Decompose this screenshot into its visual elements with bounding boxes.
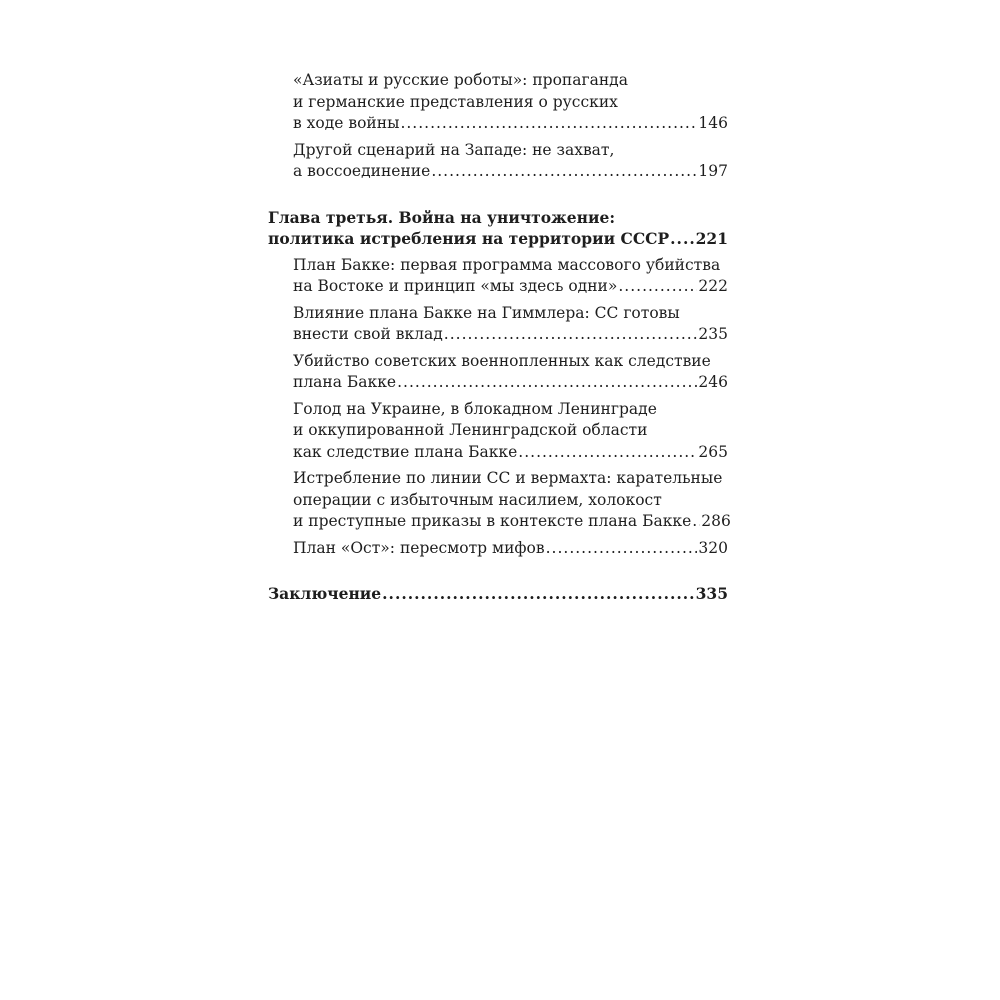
chapter-title: Заключение xyxy=(268,584,382,603)
toc-entry-plan-ost xyxy=(268,538,728,560)
dot-leader xyxy=(400,113,697,135)
toc-entry-last-line xyxy=(293,276,728,298)
toc-entry-last-line xyxy=(293,324,728,346)
toc-entry-text: План «Ост»: пересмотр мифов xyxy=(293,538,545,557)
chapter-title: Глава третья. Война на уничтожение: xyxy=(268,207,616,227)
toc-entry-himmler-influence xyxy=(268,303,728,346)
page-number: 146 xyxy=(698,114,728,132)
page-number: 221 xyxy=(695,229,728,248)
toc-entry-last-line xyxy=(293,161,728,183)
toc-entry-text: внести свой вклад xyxy=(293,325,443,343)
toc-entry-famine xyxy=(268,399,728,464)
dot-leader xyxy=(382,583,694,605)
toc-entry-text: плана Бакке xyxy=(293,373,397,391)
dot-leader xyxy=(397,372,697,394)
toc-entry-text: План Бакке: первая программа массового убийства xyxy=(293,255,721,274)
dot-leader xyxy=(444,324,698,346)
toc-entry-text: и преступные приказы в контексте плана Бакке xyxy=(293,512,692,530)
toc-entry-another-scenario-west xyxy=(268,140,728,183)
toc-entry-text: в ходе войны xyxy=(293,114,400,132)
toc-entry-extermination-ss-wehrmacht xyxy=(268,468,731,533)
toc-entry-text: «Азиаты и русские роботы»: пропаганда xyxy=(293,71,628,89)
toc-conclusion xyxy=(268,583,728,605)
dot-leader xyxy=(670,228,694,250)
toc-entry-asians-and-russian-robots xyxy=(268,70,728,135)
page-number: 235 xyxy=(698,325,728,343)
page-number: 246 xyxy=(698,373,728,391)
dot-leader xyxy=(518,442,697,464)
toc-entry-text: Голод на Украине, в блокадном Ленинграде xyxy=(293,399,657,418)
chapter-title: политика истребления на территории СССР xyxy=(268,229,670,248)
table-of-contents xyxy=(268,70,731,605)
dot-leader xyxy=(431,161,697,183)
toc-entry-text: а воссоединение xyxy=(293,162,431,180)
toc-entry-text: и оккупированной Ленинградской области xyxy=(293,421,648,439)
toc-entry-last-line xyxy=(293,538,728,560)
toc-entry-pow-killing xyxy=(268,351,728,394)
toc-entry-last-line xyxy=(293,511,731,533)
toc-entry-text: на Востоке и принцип «мы здесь одни» xyxy=(293,277,618,295)
toc-entry-text: и германские представления о русских xyxy=(293,92,618,111)
dot-leader xyxy=(546,538,698,560)
toc-entry-text: как следствие плана Бакке xyxy=(293,442,518,461)
toc-entry-last-line xyxy=(268,228,728,250)
page-number: 197 xyxy=(698,162,728,180)
toc-entry-text: Влияние плана Бакке на Гиммлера: СС готовы xyxy=(293,303,680,322)
page-number: 222 xyxy=(698,277,728,295)
page-number: 320 xyxy=(698,538,728,557)
page-number: 286 xyxy=(701,512,731,530)
page-number: 265 xyxy=(698,442,728,461)
toc-chapter-three xyxy=(268,207,728,250)
page-number: 335 xyxy=(695,584,728,603)
toc-entry-backe-plan xyxy=(268,255,728,298)
toc-entry-last-line xyxy=(268,583,728,605)
toc-entry-last-line xyxy=(293,442,728,464)
toc-entry-text: операции с избыточным насилием, холокост xyxy=(293,490,662,509)
dot-leader xyxy=(618,276,697,298)
toc-entry-last-line xyxy=(293,372,728,394)
toc-entry-text: Убийство советских военнопленных как следствие xyxy=(293,351,711,370)
toc-entry-last-line xyxy=(293,113,728,135)
dot-leader xyxy=(692,511,700,533)
toc-entry-text: Другой сценарий на Западе: не захват, xyxy=(293,140,615,159)
toc-entry-text: Истребление по линии СС и вермахта: карательные xyxy=(293,469,723,487)
